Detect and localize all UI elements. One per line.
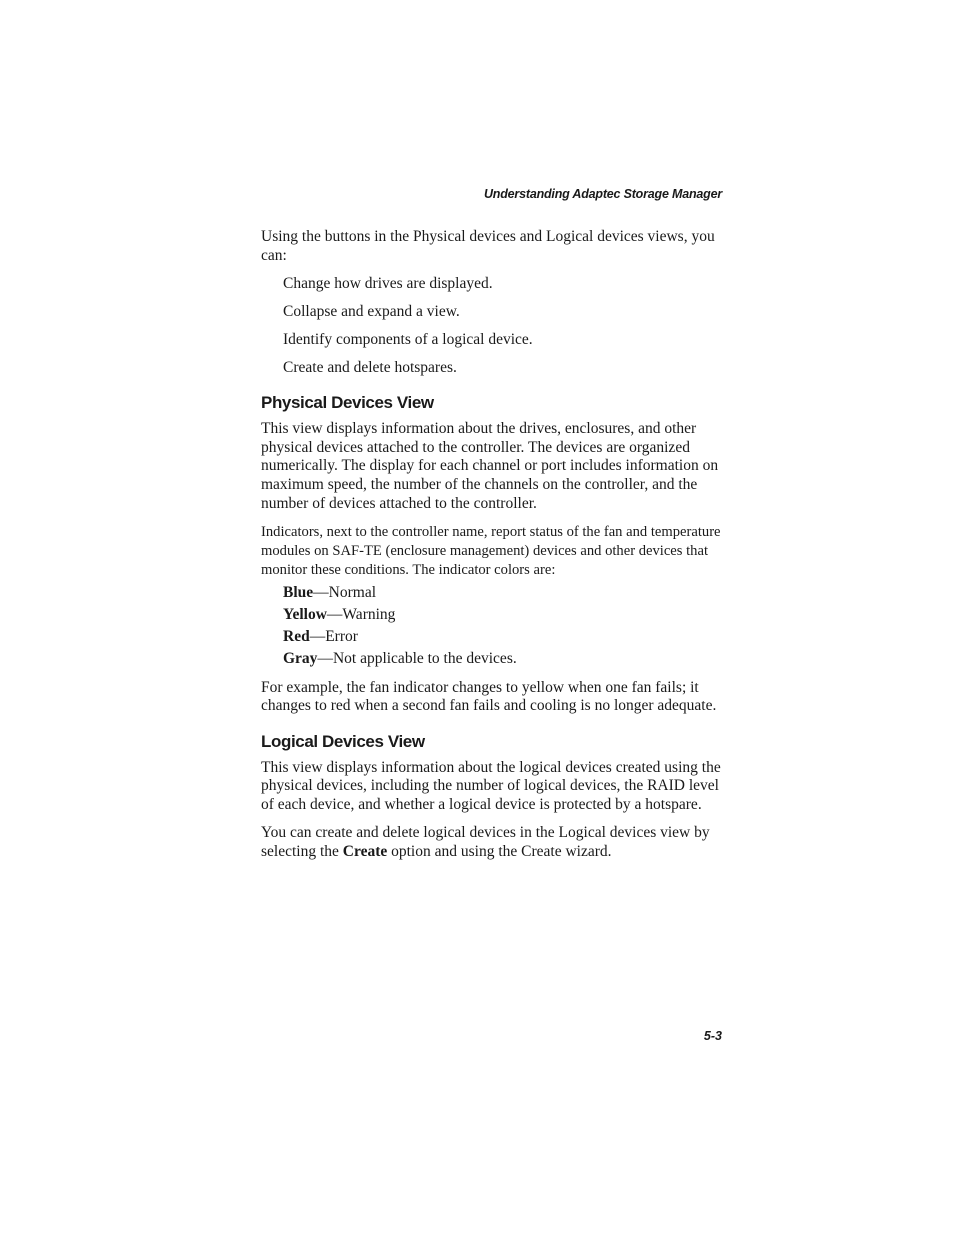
text-run: You can create and delete logical devices in the Logical devices view by selecting the — [261, 824, 710, 860]
color-desc: —Warning — [326, 605, 396, 623]
intro-list — [283, 275, 731, 378]
page-body — [261, 228, 731, 871]
create-option-label: Create — [342, 842, 388, 860]
section-heading-physical: Physical Devices View — [261, 393, 434, 413]
section-heading-logical: Logical Devices View — [261, 731, 425, 751]
list-item — [283, 582, 731, 604]
color-name: Red — [283, 627, 310, 645]
color-name: Blue — [283, 583, 314, 601]
physical-paragraph-1: This view displays information about the drives, enclosures, and other physical devices attached to the controller. The devices are organized numerically. The display for each channel or port includes information on maximum speed, the number of the channels on the controller, and the number of devices attached to the controller. — [261, 420, 719, 512]
color-desc: —Error — [309, 627, 358, 645]
intro-paragraph: Using the buttons in the Physical devices and Logical devices views, you can: — [261, 228, 715, 264]
logical-paragraph-2 — [261, 824, 731, 861]
color-desc: —Not applicable to the devices. — [317, 649, 517, 667]
list-item — [283, 626, 731, 648]
color-name: Gray — [283, 649, 318, 667]
indicator-color-list — [283, 582, 731, 670]
physical-paragraph-3: For example, the fan indicator changes to yellow when one fan fails; it changes to red when a second fan fails and cooling is no longer adequate. — [261, 678, 717, 715]
list-item: Create and delete hotspares. — [283, 358, 457, 376]
list-item — [283, 648, 731, 670]
running-header: Understanding Adaptec Storage Manager — [483, 187, 722, 201]
physical-paragraph-2: Indicators, next to the controller name, report status of the fan and temperature modules on SAF-TE (enclosure management) devices and other devices that monitor these conditions. The indicator colors are: — [261, 523, 721, 578]
color-desc: —Normal — [313, 583, 377, 601]
list-item: Collapse and expand a view. — [283, 302, 460, 320]
page-number: 5-3 — [703, 1029, 722, 1043]
logical-paragraph-1: This view displays information about the logical devices created using the physical devices, including the number of logical devices, the RAID level of each device, and whether a logical device is protected by a hotspare. — [261, 758, 721, 814]
list-item — [283, 604, 731, 626]
text-run: option and using the Create wizard. — [387, 842, 612, 860]
list-item: Identify components of a logical device. — [283, 330, 533, 348]
color-name: Yellow — [283, 605, 327, 623]
list-item: Change how drives are displayed. — [283, 274, 493, 292]
